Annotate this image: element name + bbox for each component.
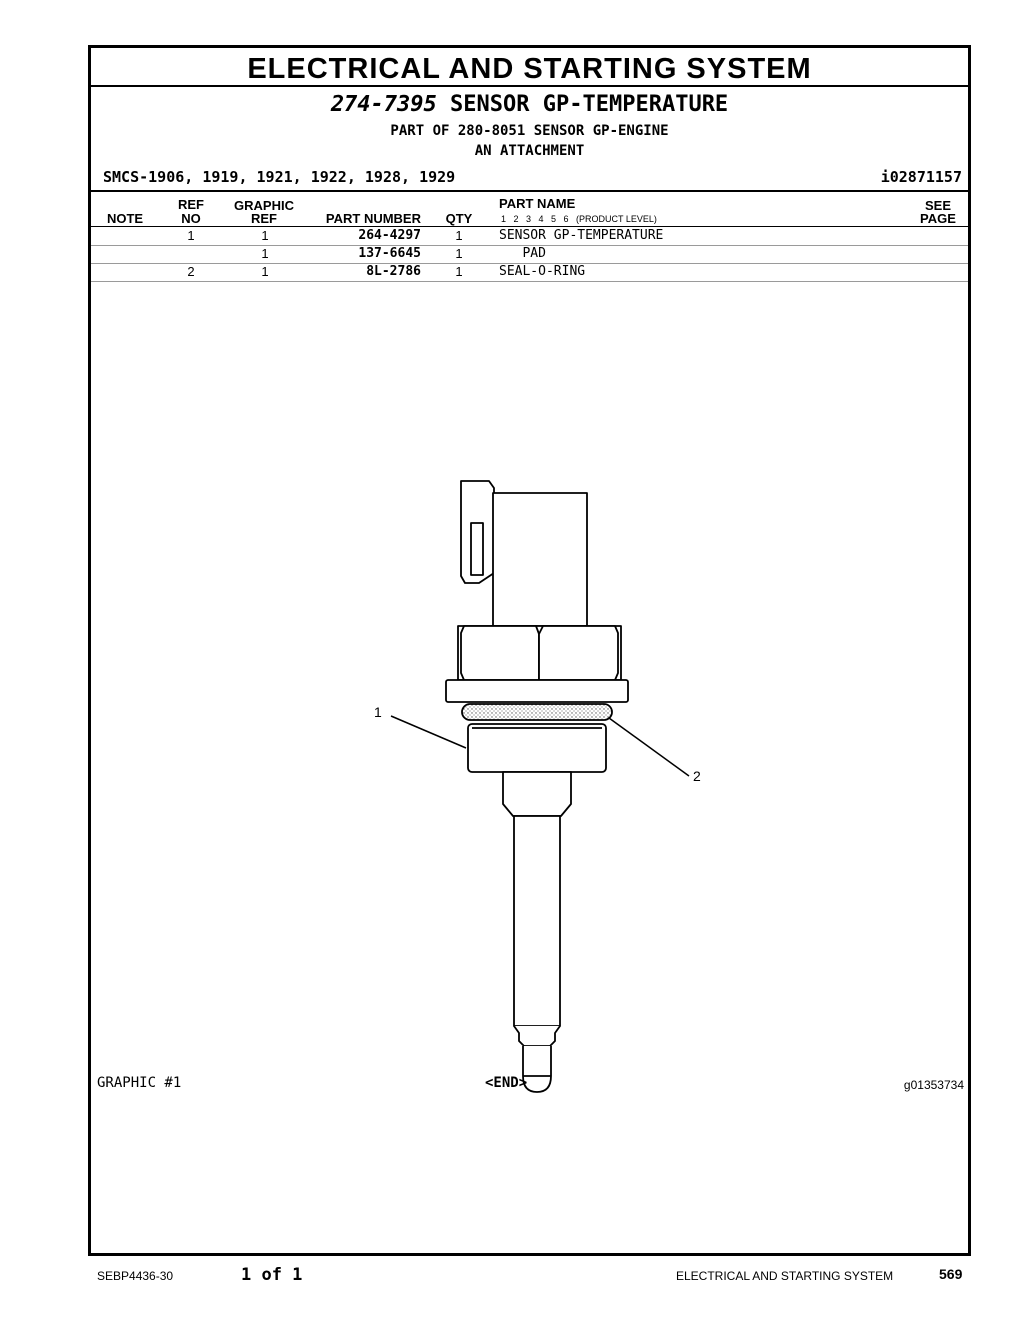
product-levels: 1 2 3 4 5 6 (PRODUCT LEVEL) xyxy=(501,214,657,224)
doc-number: SEBP4436-30 xyxy=(97,1269,174,1283)
col-see-top: SEE xyxy=(924,198,951,213)
col-part-number: PART NUMBER xyxy=(325,211,421,226)
part-number-cell: 137-6645 xyxy=(358,246,421,261)
attachment-line: AN ATTACHMENT xyxy=(474,143,585,159)
part-name-cell: PAD xyxy=(499,246,546,261)
callout-leader-2 xyxy=(609,718,689,776)
qty-cell: 1 xyxy=(455,246,463,261)
callout-1-label: 1 xyxy=(374,704,382,720)
graphic-ref-cell: 1 xyxy=(261,228,269,243)
ref-no-cell: 2 xyxy=(187,264,195,279)
page-frame xyxy=(88,45,971,1256)
footer-section: ELECTRICAL AND STARTING SYSTEM xyxy=(676,1269,894,1283)
page-count: 1 of 1 xyxy=(241,1265,303,1285)
part-number-cell: 264-4297 xyxy=(358,228,421,243)
sensor-illustration xyxy=(91,48,968,1253)
part-name-cell: SEAL-O-RING xyxy=(499,264,586,279)
col-qty: QTY xyxy=(445,211,473,226)
smcs-codes: SMCS-1906, 1919, 1921, 1922, 1928, 1929 xyxy=(103,168,456,186)
page-number: 569 xyxy=(939,1266,963,1282)
graphic-id: g01353734 xyxy=(903,1078,964,1092)
part-number-cell: 8L-2786 xyxy=(366,264,421,279)
part-number-heading: 274-7395 xyxy=(330,92,437,117)
col-graphic-bottom: REF xyxy=(251,211,277,226)
callout-2-label: 2 xyxy=(693,768,701,784)
end-marker: <END> xyxy=(485,1075,528,1091)
graphic-label: GRAPHIC #1 xyxy=(97,1075,182,1091)
info-id: i02871157 xyxy=(880,168,962,186)
qty-cell: 1 xyxy=(455,264,463,279)
col-ref-bottom: NO xyxy=(181,211,201,226)
col-part-name: PART NAME xyxy=(499,196,576,211)
section-title: ELECTRICAL AND STARTING SYSTEM xyxy=(247,53,812,85)
col-graphic-top: GRAPHIC xyxy=(234,198,294,213)
graphic-ref-cell: 1 xyxy=(261,264,269,279)
ref-no-cell: 1 xyxy=(187,228,195,243)
callout-leader-1 xyxy=(391,716,466,748)
graphic-ref-cell: 1 xyxy=(261,246,269,261)
qty-cell: 1 xyxy=(455,228,463,243)
part-of-line: PART OF 280-8051 SENSOR GP-ENGINE xyxy=(390,123,669,139)
col-see-bottom: PAGE xyxy=(920,211,956,226)
col-ref-top: REF xyxy=(178,197,204,212)
part-name-heading: SENSOR GP-TEMPERATURE xyxy=(450,92,729,117)
col-note: NOTE xyxy=(106,211,144,226)
part-name-cell: SENSOR GP-TEMPERATURE xyxy=(499,228,664,243)
